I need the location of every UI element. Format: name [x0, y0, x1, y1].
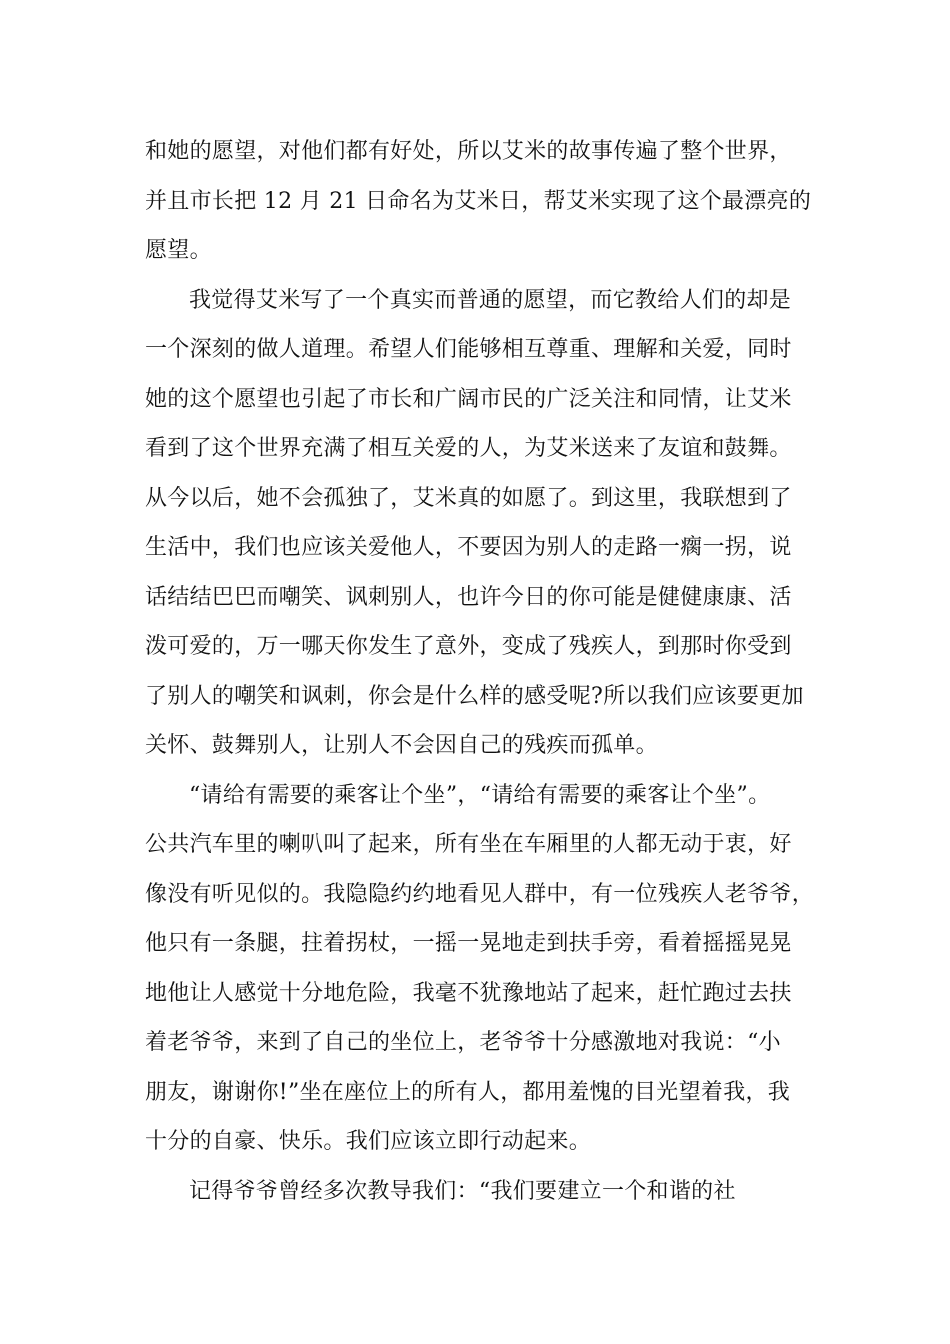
paragraph-start-line: “请给有需要的乘客让个坐”，“请给有需要的乘客让个坐”。: [189, 782, 771, 808]
text-line: 朋友，谢谢你!”坐在座位上的所有人，都用羞愧的目光望着我，我: [145, 1079, 791, 1105]
paragraph-start-line: 我觉得艾米写了一个真实而普通的愿望，而它教给人们的却是: [189, 287, 792, 313]
text-line: 愿望。: [145, 238, 212, 263]
text-line: 着老爷爷，来到了自己的坐位上，老爷爷十分感激地对我说：“小: [145, 1030, 781, 1055]
text-line: 了别人的嘲笑和讽刺，你会是什么样的感受呢?所以我们应该要更加: [145, 683, 804, 709]
text-line: 他只有一条腿，拄着拐杖，一摇一晃地走到扶手旁，看着摇摇晃晃: [145, 931, 792, 956]
body-text: [145, 127, 815, 1216]
text-line: 生活中，我们也应该关爱他人，不要因为别人的走路一瘸一拐，说: [145, 535, 792, 560]
paragraph-start-line: 记得爷爷曾经多次教导我们：“我们要建立一个和谐的社: [189, 1178, 736, 1204]
text-line: 并且市长把 12 月 21 日命名为艾米日，帮艾米实现了这个最漂亮的: [145, 188, 812, 214]
text-line: 和她的愿望，对他们都有好处，所以艾米的故事传遍了整个世界，: [145, 139, 792, 164]
text-line: 地他让人感觉十分地危险，我毫不犹豫地站了起来，赶忙跑过去扶: [145, 980, 792, 1006]
text-line: 她的这个愿望也引起了市长和广阔市民的广泛关注和同情，让艾米: [145, 386, 792, 412]
text-line: 一个深刻的做人道理。希望人们能够相互尊重、理解和关爱，同时: [145, 337, 792, 362]
text-line: 话结结巴巴而嘲笑、讽刺别人，也许今日的你可能是健健康康、活: [145, 584, 792, 610]
text-line: 像没有听见似的。我隐隐约约地看见人群中，有一位残疾人老爷爷，: [145, 881, 815, 907]
text-line: 从今以后，她不会孤独了，艾米真的如愿了。到这里，我联想到了: [145, 485, 792, 511]
text-line: 泼可爱的，万一哪天你发生了意外，变成了残疾人，到那时你受到: [145, 634, 792, 659]
text-line: 关怀、鼓舞别人，让别人不会因自己的残疾而孤单。: [145, 733, 658, 758]
text-line: 公共汽车里的喇叭叫了起来，所有坐在车厢里的人都无动于衷，好: [145, 832, 792, 857]
text-line: 十分的自豪、快乐。我们应该立即行动起来。: [145, 1129, 592, 1154]
text-line: 看到了这个世界充满了相互关爱的人，为艾米送来了友谊和鼓舞。: [145, 436, 792, 461]
